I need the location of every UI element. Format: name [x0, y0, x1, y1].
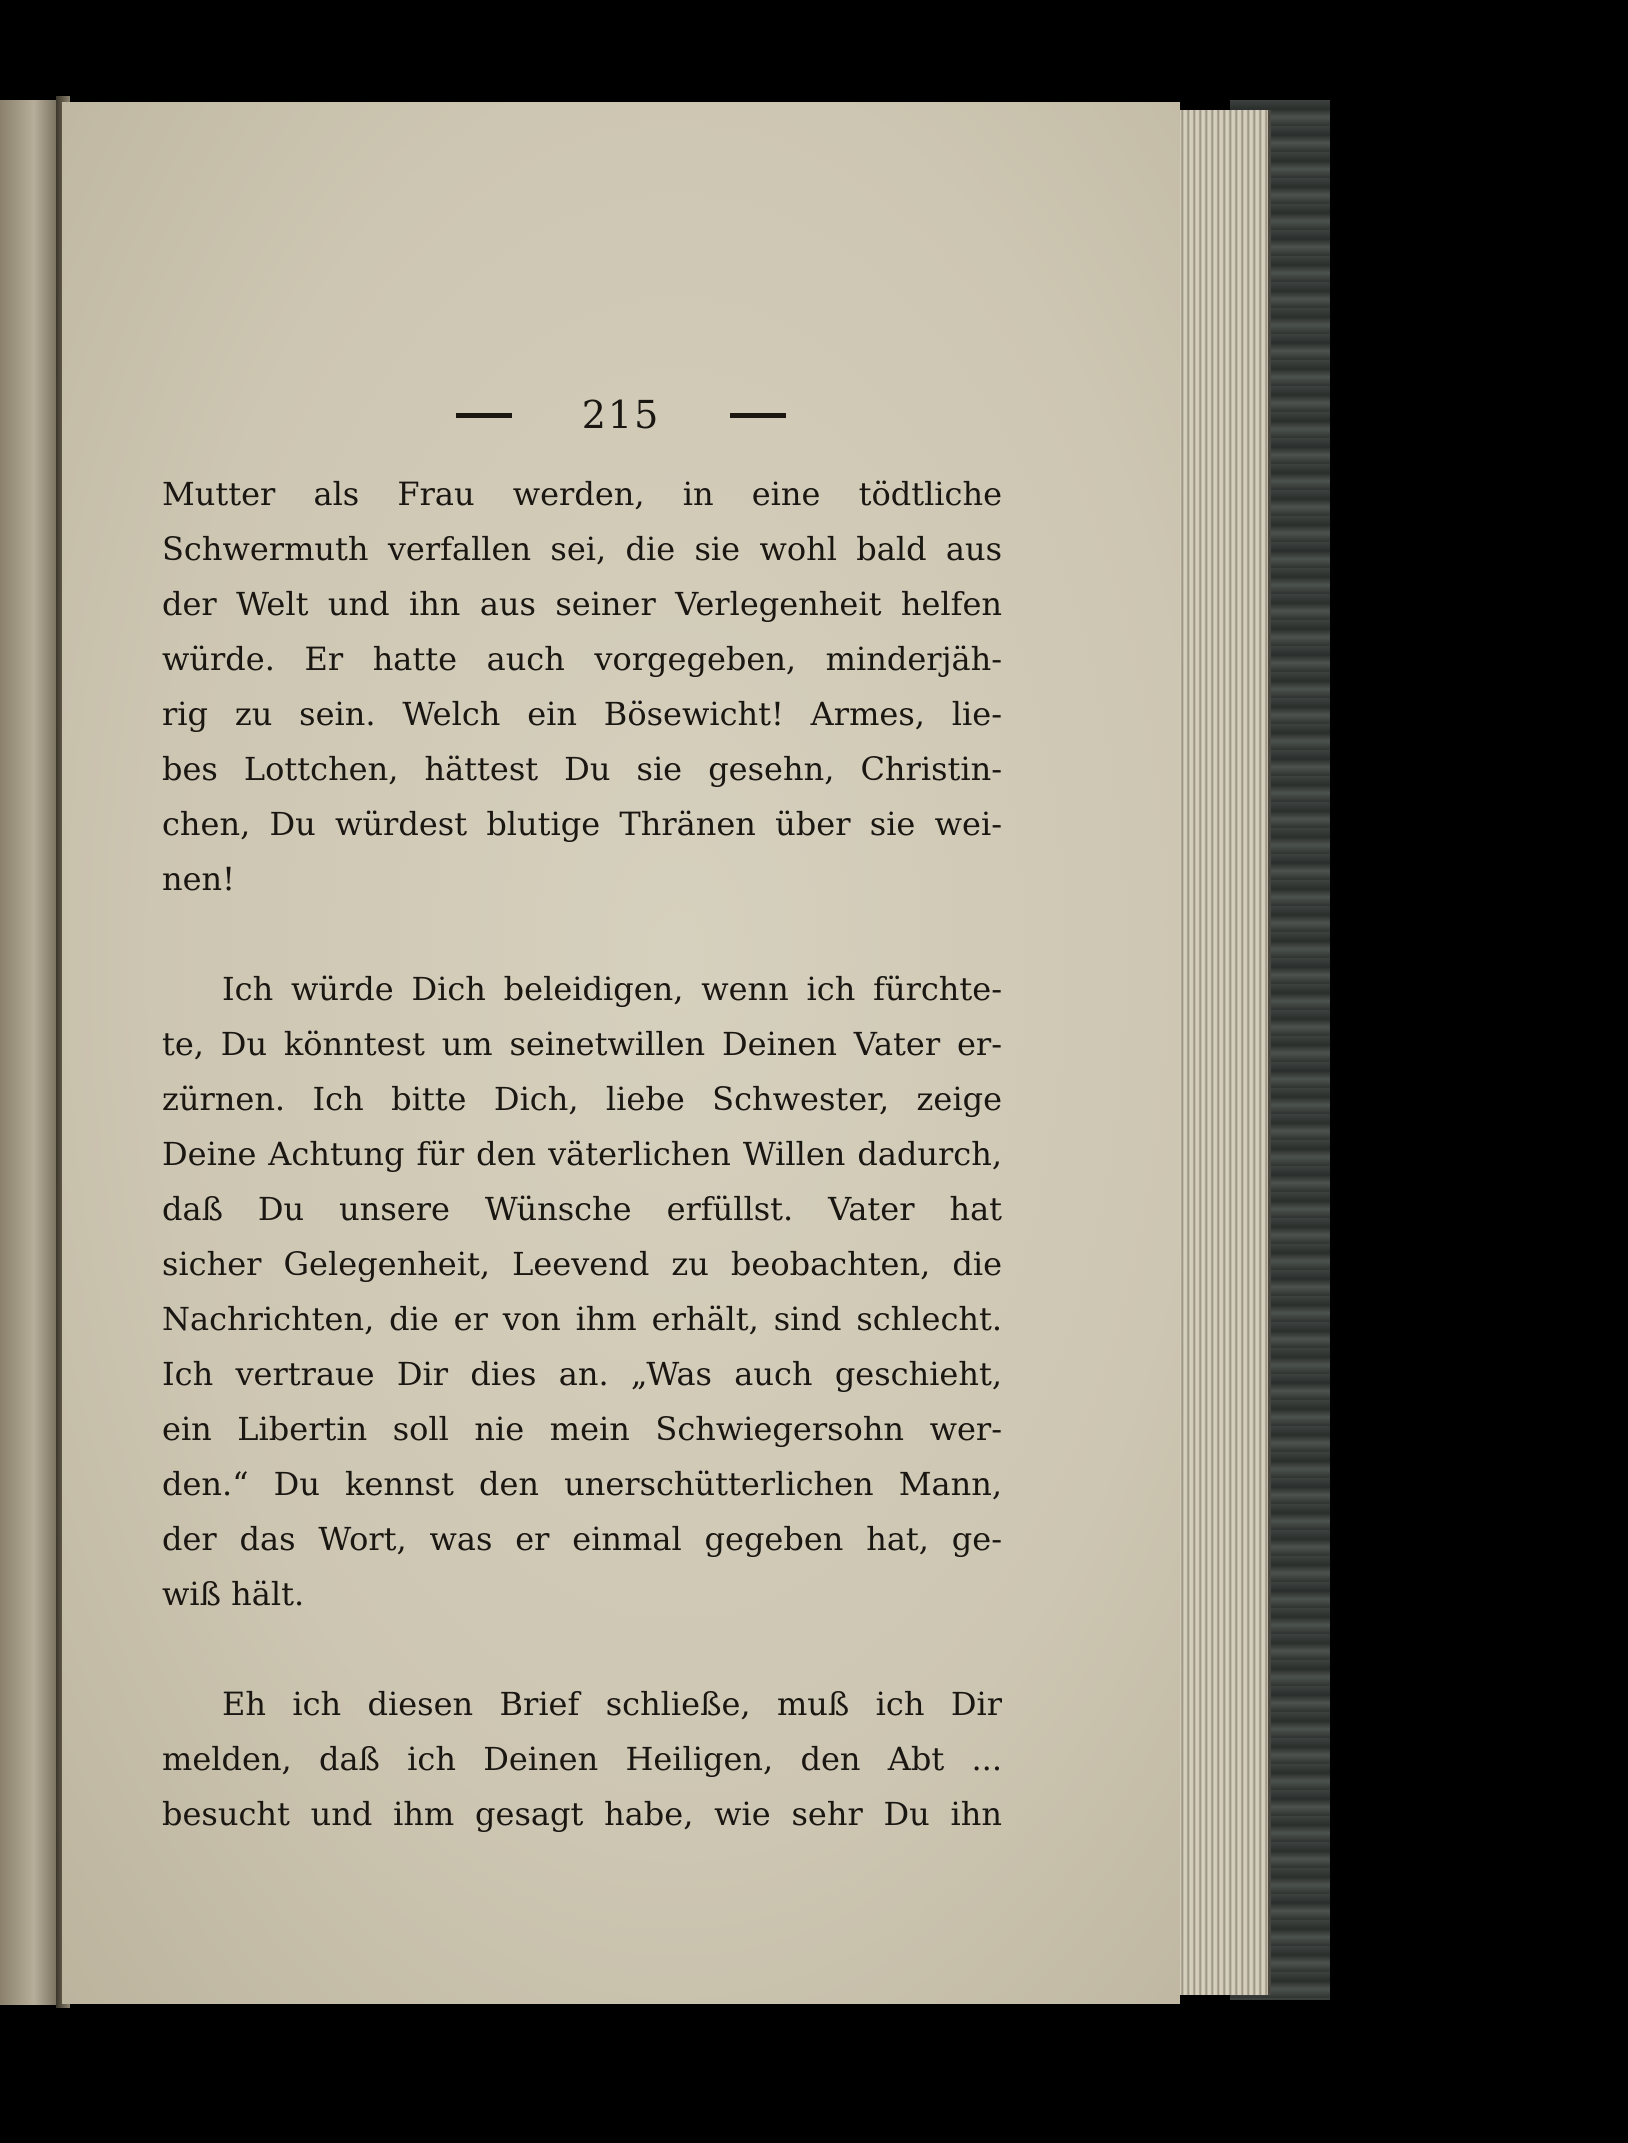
text-line: Ich würde Dich beleidigen, wenn ich fürchte- — [222, 970, 1002, 1008]
text-line: Deine Achtung für den väterlichen Willen dadurch, — [162, 1135, 1002, 1173]
paragraph-2 — [162, 962, 1002, 1622]
page-number: 215 — [581, 393, 661, 437]
header-dash-right — [730, 413, 786, 418]
text-line: Schwermuth verfallen sei, die sie wohl bald aus — [162, 530, 1002, 568]
paragraph-1 — [162, 467, 1002, 907]
text-line: Nachrichten, die er von ihm erhält, sind schlecht. — [162, 1300, 1002, 1338]
text-line: der Welt und ihn aus seiner Verlegenheit helfen — [162, 585, 1002, 623]
text-line: sicher Gelegenheit, Leevend zu beobachten, die — [162, 1245, 1002, 1283]
text-line: ein Libertin soll nie mein Schwiegersohn wer- — [162, 1410, 1002, 1448]
text-line: te, Du könntest um seinetwillen Deinen Vater er- — [162, 1025, 1002, 1063]
text-line: bes Lottchen, hättest Du sie gesehn, Christin- — [162, 750, 1002, 788]
text-line: würde. Er hatte auch vorgegeben, minderjäh- — [162, 640, 1002, 678]
text-line: besucht und ihm gesagt habe, wie sehr Du ihn — [162, 1795, 1002, 1833]
text-line: Mutter als Frau werden, in eine tödtliche — [162, 475, 1002, 513]
paragraph-3 — [162, 1677, 1002, 1842]
text-line: daß Du unsere Wünsche erfüllst. Vater hat — [162, 1190, 1002, 1228]
text-line: den.“ Du kennst den unerschütterlichen Mann, — [162, 1465, 1002, 1503]
running-header — [62, 385, 1180, 445]
text-line: wiß hält. — [162, 1575, 305, 1613]
text-line: Eh ich diesen Brief schließe, muß ich Dir — [222, 1685, 1002, 1723]
facing-page-edge — [0, 100, 62, 2005]
header-dash-left — [456, 413, 512, 418]
book-page — [62, 102, 1180, 2004]
text-line: melden, daß ich Deinen Heiligen, den Abt ... — [162, 1740, 1002, 1778]
text-line: der das Wort, was er einmal gegeben hat, ge- — [162, 1520, 1002, 1558]
text-line: nen! — [162, 860, 236, 898]
text-line: chen, Du würdest blutige Thränen über sie wei- — [162, 805, 1002, 843]
text-line: zürnen. Ich bitte Dich, liebe Schwester, zeige — [162, 1080, 1002, 1118]
page-stack-edges — [1172, 110, 1271, 1995]
text-line: Ich vertraue Dir dies an. „Was auch geschieht, — [162, 1355, 1002, 1393]
text-line: rig zu sein. Welch ein Bösewicht! Armes, lie- — [162, 695, 1002, 733]
body-text — [162, 467, 1002, 1842]
